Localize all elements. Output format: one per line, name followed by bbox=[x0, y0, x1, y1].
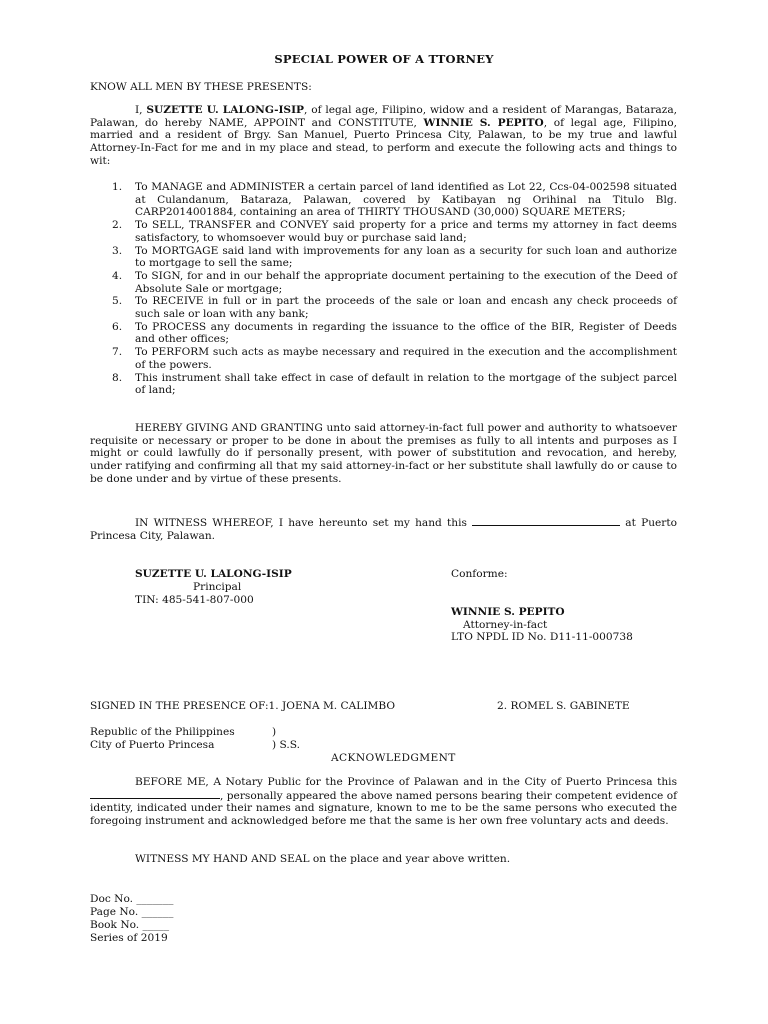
list-text: To PROCESS any documents in regarding the issuance to the office of the BIR, Register of Deeds and other offices; bbox=[135, 320, 677, 346]
page-number: Page No. ______ bbox=[90, 906, 174, 918]
list-item bbox=[90, 346, 677, 371]
list-item bbox=[90, 295, 677, 320]
list-text: To SIGN, for and in our behalf the appropriate document pertaining to the execution of the Deed of Absolute Sale or mortgage; bbox=[135, 269, 677, 295]
attorney-id: LTO NPDL ID No. D11-11-000738 bbox=[451, 631, 633, 643]
intro-paragraph bbox=[90, 104, 677, 168]
list-text: To MORTGAGE said land with improvements for any loan as a security for such loan and authorize to mortgage to sell the same; bbox=[135, 244, 677, 270]
witness-one: 1. JOENA M. CALIMBO bbox=[268, 700, 396, 712]
intro-text-1: I, bbox=[135, 104, 147, 116]
doc-number: Doc No. _______ bbox=[90, 893, 174, 905]
list-text: This instrument shall take effect in case of default in relation to the mortgage of the subject parcel of land; bbox=[135, 371, 677, 397]
list-text: To RECEIVE in full or in part the proceeds of the sale or loan and encash any check proceeds of such sale or loan with any bank; bbox=[135, 295, 677, 321]
witness-paragraph bbox=[90, 516, 677, 542]
acknowledgment-title: ACKNOWLEDGMENT bbox=[331, 752, 456, 764]
list-number: 7. bbox=[112, 346, 123, 359]
ack-date-blank-line bbox=[90, 789, 220, 799]
venue-paren: ) bbox=[272, 726, 277, 738]
list-number: 5. bbox=[112, 295, 123, 308]
signed-presence-label: SIGNED IN THE PRESENCE OF: bbox=[90, 700, 269, 712]
attorney-name-text: WINNIE S. PEPITO bbox=[451, 606, 565, 618]
conforme-label: Conforme: bbox=[451, 568, 508, 580]
acknowledgment-paragraph bbox=[90, 776, 677, 828]
list-item bbox=[90, 372, 677, 397]
list-text: To SELL, TRANSFER and CONVEY said property for a price and terms my attorney in fact deems satisfactory, to whomsoever would buy or purchase said land; bbox=[135, 219, 677, 244]
witness-two: 2. ROMEL S. GABINETE bbox=[497, 700, 630, 712]
witness-hand-seal: WITNESS MY HAND AND SEAL on the place and year above written. bbox=[135, 853, 511, 865]
list-number: 4. bbox=[112, 269, 123, 282]
principal-role: Principal bbox=[193, 581, 242, 593]
list-item bbox=[90, 219, 677, 244]
witness-text-2: at Puerto Princesa City, Palawan. bbox=[90, 517, 677, 542]
intro-text-2: , of legal age, Filipino, widow and a resident of Marangas, Bataraza, Palawan, do hereby NAME, APPOINT and CONSTITUTE, bbox=[90, 104, 678, 129]
principal-name bbox=[135, 568, 292, 581]
list-number: 6. bbox=[112, 320, 123, 333]
principal-name-inline: SUZETTE U. LALONG-ISIP bbox=[146, 104, 304, 116]
list-number: 1. bbox=[112, 181, 123, 193]
series-year: Series of 2019 bbox=[90, 932, 168, 944]
list-item bbox=[90, 321, 677, 346]
powers-list bbox=[90, 181, 677, 397]
list-number: 2. bbox=[112, 219, 123, 232]
list-item bbox=[90, 270, 677, 295]
list-number: 8. bbox=[112, 371, 123, 384]
venue-country: Republic of the Philippines bbox=[90, 726, 235, 738]
giving-paragraph: HEREBY GIVING AND GRANTING unto said attorney-in-fact full power and authority to whatsoever requisite or necessary or proper to be done in about the premises as fully to all intents and purposes as I might or could lawfully do if personally present, with power of substitution and revocation, and hereby, under ratifying and confirming all that my said attorney-in-fact or her substitute shall lawfully do or cause to be done under and by virtue of these presents. bbox=[90, 422, 677, 485]
book-number: Book No. _____ bbox=[90, 919, 170, 931]
document-title: SPECIAL POWER OF A TTORNEY bbox=[274, 52, 494, 66]
list-text: To PERFORM such acts as maybe necessary and required in the execution and the accomplishment of the powers. bbox=[135, 346, 677, 371]
signed-presence bbox=[90, 700, 395, 713]
principal-tin: TIN: 485-541-807-000 bbox=[135, 594, 254, 606]
principal-name-text: SUZETTE U. LALONG-ISIP bbox=[135, 568, 292, 580]
attorney-name bbox=[451, 606, 565, 619]
list-item bbox=[90, 181, 677, 219]
ack-text-1: BEFORE ME, A Notary Public for the Province of Palawan and in the City of Puerto Princesa this bbox=[135, 776, 677, 788]
venue-ss: ) S.S. bbox=[272, 739, 300, 751]
ack-text-2: , personally appeared the above named persons bearing their competent evidence of identity, indicated under their names and signature, known to me to be the same persons who executed the foregoing instrument and acknowledged before me that the same is her own free voluntary acts and deeds. bbox=[90, 789, 677, 828]
salutation: KNOW ALL MEN BY THESE PRESENTS: bbox=[90, 81, 312, 93]
witness-text-1: IN WITNESS WHEREOF, I have hereunto set my hand this bbox=[135, 517, 473, 529]
list-item bbox=[90, 245, 677, 270]
intro-text-3: , of legal age, Filipino, married and a resident of Brgy. San Manuel, Puerto Princesa City, Palawan, to be my true and lawful Attorney-In-Fact for me and in my place and stead, to perform and execute the following acts and things to wit: bbox=[90, 116, 677, 167]
date-blank-line bbox=[472, 516, 620, 526]
list-number: 3. bbox=[112, 244, 123, 257]
list-text: To MANAGE and ADMINISTER a certain parcel of land identified as Lot 22, Ccs-04-002598 situated at Culandanum, Bataraza, Palawan, covered by Katibayan ng Orihinal na Titulo Blg. CARP2014001884, containing an area of THIRTY THOUSAND (30,000) SQUARE METERS; bbox=[135, 181, 677, 219]
venue-city: City of Puerto Princesa bbox=[90, 739, 215, 751]
attorney-name-inline: WINNIE S. PEPITO bbox=[423, 116, 544, 129]
attorney-role: Attorney-in-fact bbox=[463, 619, 548, 631]
